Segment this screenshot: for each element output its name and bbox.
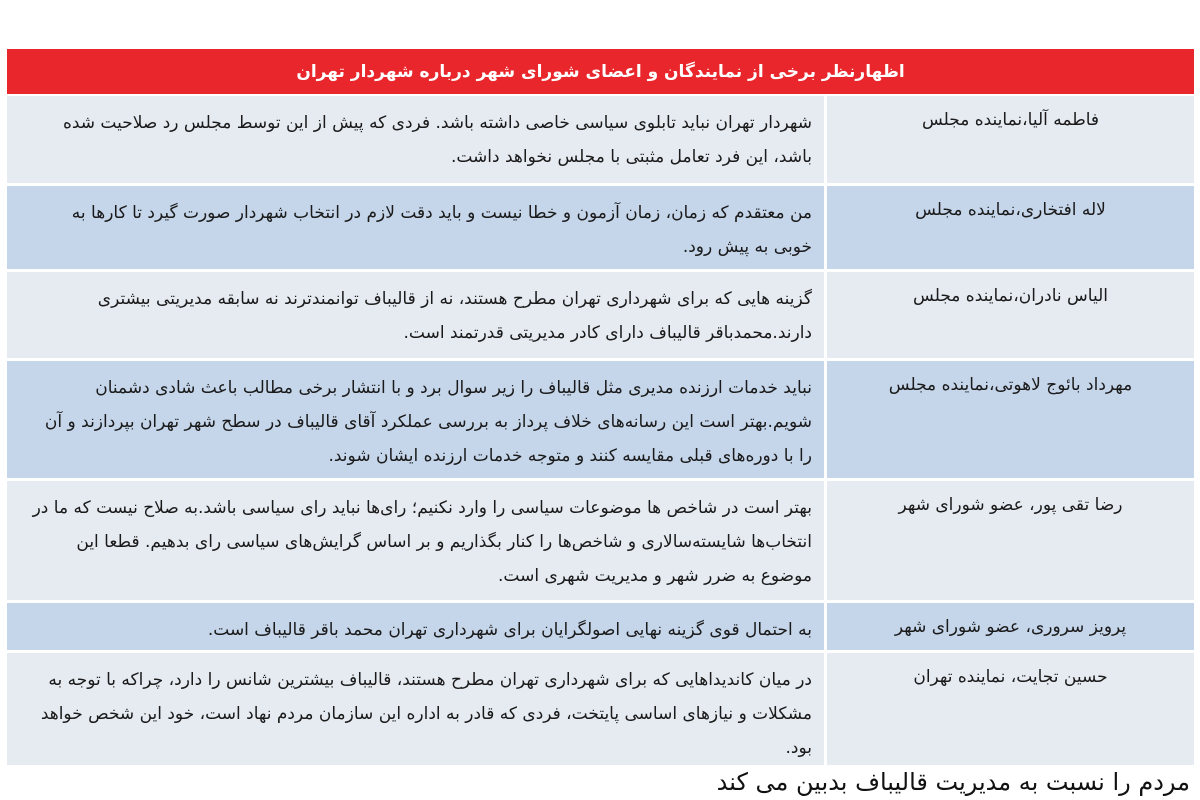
opinion-text: به احتمال قوی گزینه نهایی اصولگرایان برای شهرداری تهران محمد باقر قالیباف است.: [7, 603, 824, 650]
speaker-name: حسین تجایت، نماینده تهران: [824, 653, 1194, 765]
table-row: [7, 272, 1194, 361]
table-row: [7, 653, 1194, 768]
cut-off-article-text: مردم را نسبت به مدیریت قالیباف بدبین می کند: [716, 768, 1190, 796]
speaker-name: پرویز سروری، عضو شورای شهر: [824, 603, 1194, 650]
opinion-text: در میان کاندیداهایی که برای شهرداری تهران مطرح هستند، قالیباف بیشترین شانس را دارد، چراکه با توجه به مشکلات و نیازهای اساسی پایتخت، فردی که قادر به اداره این سازمان مردم نهاد است، خود این شخص خواهد بود.: [7, 653, 824, 765]
opinion-text: گزینه هایی که برای شهرداری تهران مطرح هستند، نه از قالیباف توانمندترند نه سابقه مدیریتی بیشتری دارند.محمدباقر قالیباف دارای کادر مدیریتی قدرتمند است.: [7, 272, 824, 358]
opinion-text: شهردار تهران نباید تابلوی سیاسی خاصی داشته باشد. فردی که پیش از این توسط مجلس رد صلاحیت شده باشد، این فرد تعامل مثبتی با مجلس نخواهد داشت.: [7, 96, 824, 183]
speaker-name: الیاس نادران،نماینده مجلس: [824, 272, 1194, 358]
table-title: اظهارنظر برخی از نمایندگان و اعضای شورای شهر درباره شهردار تهران: [7, 49, 1194, 96]
opinions-table: [7, 49, 1194, 768]
opinion-text: نباید خدمات ارزنده مدیری مثل قالیباف را زیر سوال برد و با انتشار برخی مطالب باعث شادی دشمنان شویم.بهتر است این رسانه‌های خلاف پرداز به بررسی عملکرد آقای قالیباف در سطح شهر تهران بپردازند و آن را با دوره‌های قبلی مقایسه کنند و متوجه خدمات ارزنده ایشان شوند.: [7, 361, 824, 478]
table-row: [7, 361, 1194, 481]
speaker-name: لاله افتخاری،نماینده مجلس: [824, 186, 1194, 269]
table-row: [7, 603, 1194, 653]
table-row: [7, 96, 1194, 186]
speaker-name: فاطمه آلیا،نماینده مجلس: [824, 96, 1194, 183]
table-row: [7, 481, 1194, 603]
speaker-name: مهرداد بائوج لاهوتی،نماینده مجلس: [824, 361, 1194, 478]
table-row: [7, 186, 1194, 272]
opinion-text: من معتقدم که زمان، زمان آزمون و خطا نیست و باید دقت لازم در انتخاب شهردار صورت گیرد تا کارها به خوبی به پیش رود.: [7, 186, 824, 269]
speaker-name: رضا تقی پور، عضو شورای شهر: [824, 481, 1194, 600]
opinion-text: بهتر است در شاخص ها موضوعات سیاسی را وارد نکنیم؛ رای‌ها نباید رای سیاسی باشد.به صلاح نیست که ما در انتخاب‌ها شایسته‌سالاری و شاخص‌ها را کنار بگذاریم و بر اساس گرایش‌های سیاسی رای بدهیم. قطعا این موضوع به ضرر شهر و مدیریت شهری است.: [7, 481, 824, 600]
